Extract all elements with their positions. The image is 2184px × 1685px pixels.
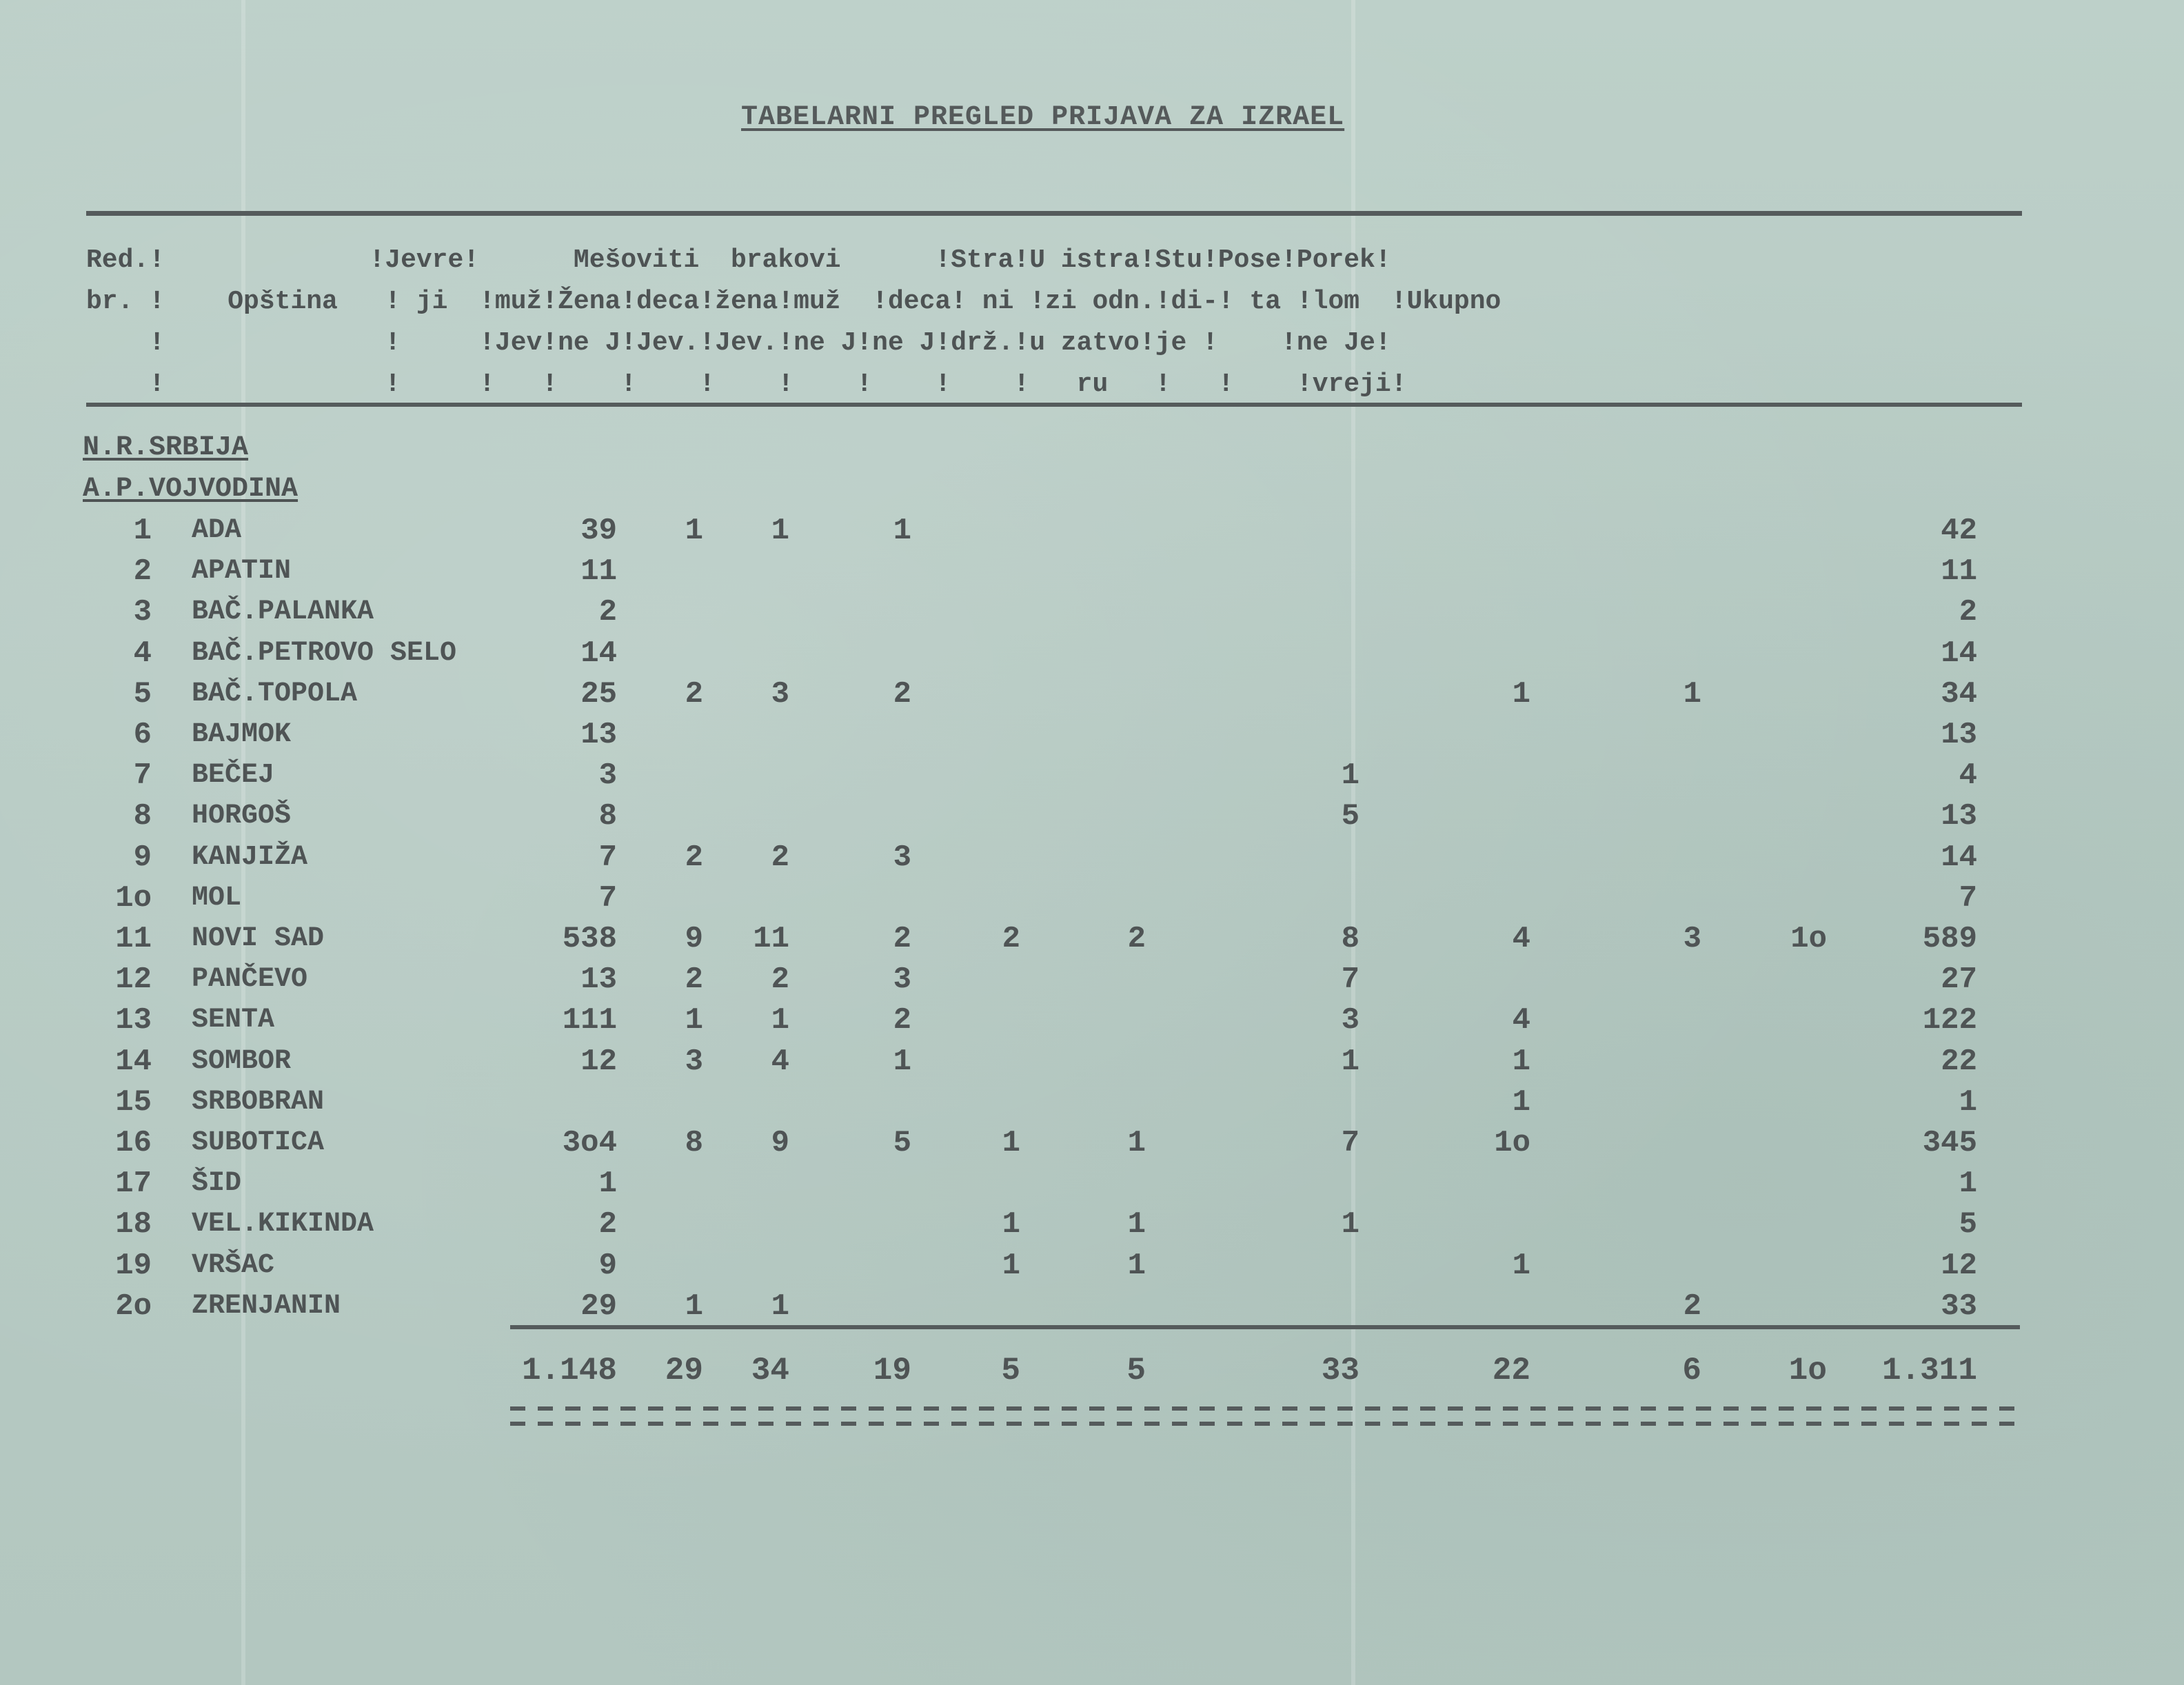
row-number: 11 (115, 922, 152, 956)
cell-ukupno: 7 (1959, 880, 1977, 916)
cell-strani: 7 (1341, 1126, 1359, 1160)
municipality-name: APATIN (192, 556, 292, 587)
totals-rule (510, 1325, 2020, 1329)
total-poreklo: 1o (1788, 1353, 1827, 1389)
cell-deca-jev: 2 (893, 676, 911, 712)
cell-muz-jev: 8 (685, 1126, 703, 1160)
cell-deca-jev: 3 (893, 840, 911, 875)
row-number: 2 (133, 554, 152, 589)
cell-ukupno: 1 (1959, 1084, 1977, 1120)
cell-zena-nej: 1 (771, 1289, 789, 1324)
cell-istraga: 4 (1512, 922, 1530, 956)
municipality-name: BAČ.TOPOLA (192, 678, 358, 709)
cell-jevreji: 8 (598, 799, 617, 834)
cell-poseta: 1 (1683, 676, 1701, 712)
table-row (0, 633, 2184, 674)
table-row (0, 1041, 2184, 1082)
municipality-name: KANJIŽA (192, 841, 308, 873)
table-header-line-1: Red.! !Jevre! Mešoviti brakovi !Stra!U istra!Stu!Pose!Porek! (86, 245, 1391, 275)
cell-muz-jev: 3 (685, 1044, 703, 1079)
cell-ukupno: 4 (1959, 758, 1977, 794)
cell-jevreji: 12 (580, 1044, 617, 1079)
municipality-name: SUBOTICA (192, 1127, 325, 1158)
table-row (0, 592, 2184, 633)
table-row (0, 1204, 2184, 1245)
cell-muz-jev: 1 (685, 1289, 703, 1324)
row-number: 4 (133, 636, 152, 671)
row-number: 16 (115, 1126, 152, 1160)
table-header-line-4: ! ! ! ! ! ! ! ! ! ! ru ! ! !vreji! (86, 370, 1407, 399)
totals-row (0, 1350, 2184, 1391)
cell-zena-nej: 1 (771, 514, 789, 548)
cell-deca-jev: 1 (893, 1044, 911, 1079)
cell-zena-jev: 2 (1002, 922, 1020, 956)
cell-istraga: 1 (1512, 676, 1530, 712)
cell-ukupno: 11 (1941, 554, 1977, 589)
cell-muz-jev: 2 (685, 676, 703, 712)
cell-istraga: 1 (1512, 1248, 1530, 1283)
cell-jevreji: 13 (580, 718, 617, 752)
cell-strani: 1 (1341, 1044, 1359, 1079)
cell-ukupno: 33 (1941, 1289, 1977, 1324)
row-number: 1o (115, 880, 152, 916)
total-deca-jev: 19 (873, 1353, 911, 1389)
row-number: 9 (133, 840, 152, 875)
cell-ukupno: 14 (1941, 840, 1977, 875)
cell-zena-nej: 4 (771, 1044, 789, 1079)
cell-muz-jev: 1 (685, 1003, 703, 1038)
row-number: 3 (133, 595, 152, 630)
cell-istraga: 1 (1512, 1044, 1530, 1079)
row-number: 5 (133, 676, 152, 712)
header-top-rule (86, 211, 2022, 216)
table-row (0, 1286, 2184, 1327)
cell-ukupno: 589 (1922, 922, 1977, 956)
municipality-name: SENTA (192, 1005, 275, 1036)
municipality-name: BAČ.PETROVO SELO (192, 637, 457, 669)
cell-ukupno: 122 (1922, 1003, 1977, 1038)
total-muz-jev: 29 (665, 1353, 703, 1389)
cell-ukupno: 27 (1941, 962, 1977, 998)
row-number: 7 (133, 758, 152, 794)
table-row (0, 1082, 2184, 1123)
table-row (0, 878, 2184, 919)
cell-ukupno: 42 (1941, 514, 1977, 548)
cell-zena-nej: 3 (771, 676, 789, 712)
document-title: TABELARNI PREGLED PRIJAVA ZA IZRAEL (741, 102, 1345, 133)
cell-jevreji: 11 (580, 554, 617, 589)
cell-istraga: 1o (1494, 1126, 1530, 1160)
row-number: 14 (115, 1044, 152, 1079)
municipality-name: HORGOŠ (192, 800, 292, 832)
table-header-line-3: ! ! !Jev!ne J!Jev.!Jev.!ne J!ne J!drž.!u zatvo!je ! !ne Je! (86, 328, 1391, 358)
municipality-name: BAČ.PALANKA (192, 596, 374, 628)
double-dash-rule-bottom (510, 1422, 2020, 1426)
cell-zena-nej: 11 (753, 922, 789, 956)
municipality-name: SRBOBRAN (192, 1086, 325, 1118)
cell-strani: 3 (1341, 1003, 1359, 1038)
row-number: 13 (115, 1003, 152, 1038)
cell-jevreji: 25 (580, 676, 617, 712)
cell-jevreji: 39 (580, 514, 617, 548)
cell-jevreji: 2 (598, 1207, 617, 1242)
cell-muz-nej: 1 (1127, 1126, 1146, 1160)
cell-zena-jev: 1 (1002, 1126, 1020, 1160)
cell-poreklo: 1o (1790, 922, 1827, 956)
cell-jevreji: 7 (598, 840, 617, 875)
total-ukupno: 1.311 (1881, 1353, 1977, 1389)
row-number: 18 (115, 1207, 152, 1242)
municipality-name: ADA (192, 515, 242, 546)
cell-ukupno: 13 (1941, 718, 1977, 752)
cell-jevreji: 29 (580, 1289, 617, 1324)
cell-deca-jev: 2 (893, 1003, 911, 1038)
table-row (0, 714, 2184, 756)
cell-muz-nej: 2 (1127, 922, 1146, 956)
municipality-name: VRŠAC (192, 1249, 275, 1281)
table-row (0, 918, 2184, 960)
cell-deca-jev: 1 (893, 514, 911, 548)
total-istraga: 22 (1492, 1353, 1530, 1389)
total-zena-nej: 34 (751, 1353, 789, 1389)
cell-jevreji: 2 (598, 595, 617, 630)
row-number: 2o (115, 1289, 152, 1324)
total-zena-jev: 5 (1001, 1353, 1020, 1389)
cell-jevreji: 3 (598, 758, 617, 794)
cell-jevreji: 9 (598, 1248, 617, 1283)
cell-poseta: 3 (1683, 922, 1701, 956)
cell-zena-nej: 2 (771, 840, 789, 875)
cell-strani: 1 (1341, 1207, 1359, 1242)
total-muz-nej: 5 (1126, 1353, 1146, 1389)
cell-jevreji: 13 (580, 962, 617, 998)
municipality-name: BAJMOK (192, 719, 292, 750)
municipality-name: PANČEVO (192, 964, 308, 996)
cell-jevreji: 7 (598, 880, 617, 916)
cell-zena-nej: 9 (771, 1126, 789, 1160)
cell-ukupno: 5 (1959, 1207, 1977, 1242)
table-row (0, 1122, 2184, 1164)
cell-jevreji: 538 (562, 922, 617, 956)
row-number: 19 (115, 1248, 152, 1283)
municipality-name: SOMBOR (192, 1045, 292, 1077)
cell-zena-jev: 1 (1002, 1207, 1020, 1242)
cell-istraga: 4 (1512, 1003, 1530, 1038)
cell-muz-nej: 1 (1127, 1248, 1146, 1283)
cell-ukupno: 34 (1941, 676, 1977, 712)
cell-muz-jev: 2 (685, 840, 703, 875)
cell-muz-jev: 9 (685, 922, 703, 956)
cell-strani: 1 (1341, 758, 1359, 794)
cell-zena-jev: 1 (1002, 1248, 1020, 1283)
cell-ukupno: 1 (1959, 1167, 1977, 1202)
cell-deca-jev: 2 (893, 922, 911, 956)
table-row (0, 1000, 2184, 1041)
cell-jevreji: 3o4 (562, 1126, 617, 1160)
cell-ukupno: 13 (1941, 799, 1977, 834)
table-row (0, 674, 2184, 715)
cell-muz-jev: 2 (685, 962, 703, 998)
cell-zena-nej: 2 (771, 962, 789, 998)
row-number: 1 (133, 514, 152, 548)
municipality-name: NOVI SAD (192, 923, 325, 954)
municipality-name: ŠID (192, 1168, 242, 1200)
row-number: 6 (133, 718, 152, 752)
section-label-republic: N.R.SRBIJA (83, 432, 249, 463)
cell-strani: 8 (1341, 922, 1359, 956)
cell-muz-nej: 1 (1127, 1207, 1146, 1242)
municipality-name: VEL.KIKINDA (192, 1209, 374, 1240)
table-row (0, 551, 2184, 592)
cell-ukupno: 345 (1922, 1126, 1977, 1160)
table-row (0, 510, 2184, 552)
cell-deca-jev: 3 (893, 962, 911, 998)
municipality-name: BEČEJ (192, 760, 275, 791)
cell-ukupno: 14 (1941, 636, 1977, 671)
table-row (0, 1163, 2184, 1204)
table-row (0, 837, 2184, 878)
row-number: 8 (133, 799, 152, 834)
cell-ukupno: 12 (1941, 1248, 1977, 1283)
cell-deca-jev: 5 (893, 1126, 911, 1160)
cell-jevreji: 14 (580, 636, 617, 671)
row-number: 12 (115, 962, 152, 998)
table-row (0, 1245, 2184, 1287)
row-number: 17 (115, 1167, 152, 1202)
table-row (0, 959, 2184, 1000)
cell-jevreji: 1 (598, 1167, 617, 1202)
cell-ukupno: 2 (1959, 595, 1977, 630)
table-row (0, 796, 2184, 837)
cell-istraga: 1 (1512, 1084, 1530, 1120)
table-row (0, 755, 2184, 796)
municipality-name: ZRENJANIN (192, 1290, 341, 1322)
cell-poseta: 2 (1683, 1289, 1701, 1324)
cell-jevreji: 111 (562, 1003, 617, 1038)
cell-zena-nej: 1 (771, 1003, 789, 1038)
total-strani: 33 (1321, 1353, 1359, 1389)
table-header-line-2: br. ! Opština ! ji !muž!Žena!deca!žena!muž !deca! ni !zi odn.!di-! ta !lom !Ukupno (86, 287, 1502, 316)
row-number: 15 (115, 1084, 152, 1120)
total-jevreji: 1.148 (521, 1353, 617, 1389)
cell-ukupno: 22 (1941, 1044, 1977, 1079)
total-poseta: 6 (1682, 1353, 1701, 1389)
section-label-province: A.P.VOJVODINA (83, 474, 299, 505)
header-bottom-rule (86, 403, 2022, 407)
double-dash-rule-top (510, 1406, 2020, 1411)
cell-strani: 5 (1341, 799, 1359, 834)
cell-muz-jev: 1 (685, 514, 703, 548)
cell-strani: 7 (1341, 962, 1359, 998)
municipality-name: MOL (192, 882, 242, 914)
